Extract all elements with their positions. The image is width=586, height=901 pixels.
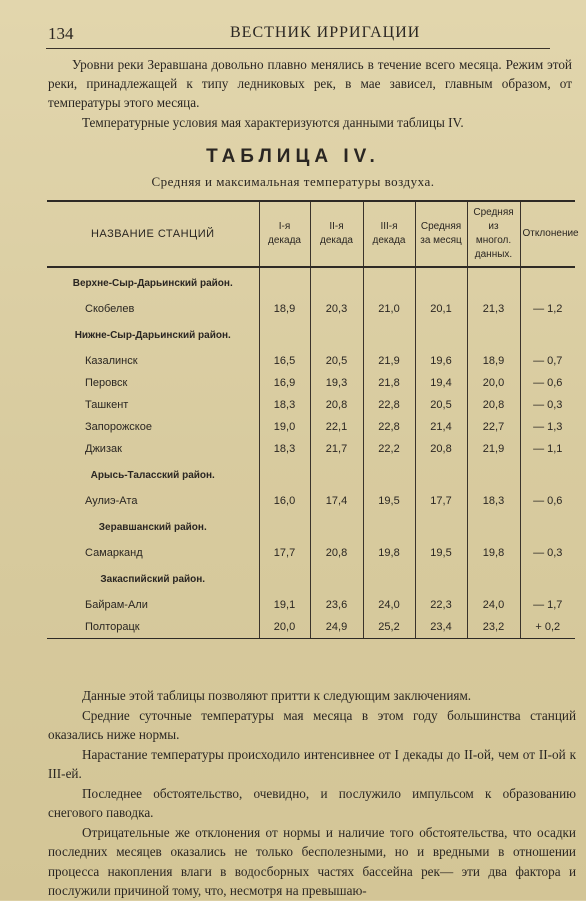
value-cell: 18,9: [467, 350, 520, 372]
empty-cell: [259, 320, 310, 350]
station-name: Аулиэ-Ата: [85, 495, 138, 507]
station-name: Запорожское: [85, 421, 152, 433]
empty-cell: [520, 320, 575, 350]
empty-cell: [467, 320, 520, 350]
station-name: Самарканд: [85, 547, 143, 559]
value-cell: 20,1: [415, 298, 467, 320]
conclusions-section: [48, 686, 576, 901]
value-cell: 20,8: [415, 438, 467, 460]
table-row: [47, 394, 575, 416]
value-cell: 24,0: [467, 594, 520, 616]
value-cell: — 1,3: [520, 416, 575, 438]
value-cell: 18,9: [259, 298, 310, 320]
column-header-station: НАЗВАНИЕ СТАНЦИЙ: [47, 201, 259, 267]
conclusion-paragraph: Отрицательные же отклонения от нормы и наличие того обстоятельства, что осадки последних месяцев оказались не только бесполезными, но и вредными в отношении процесса накопления влаги в водосборных частях бассейна рек— эти два фактора и послужили причиной тому, что, несмотря на превышаю-: [48, 824, 576, 898]
table-row: [47, 416, 575, 438]
empty-cell: [415, 320, 467, 350]
value-cell: 20,5: [415, 394, 467, 416]
value-cell: 22,8: [363, 416, 415, 438]
value-cell: 22,2: [363, 438, 415, 460]
page-number: 134: [48, 24, 74, 43]
conclusion-paragraph: Нарастание температуры происходило интенсивнее от I декады до II-ой, чем от II-ой к III-ей.: [48, 746, 576, 781]
empty-cell: [310, 320, 363, 350]
value-cell: 19,1: [259, 594, 310, 616]
value-cell: 22,8: [363, 394, 415, 416]
empty-cell: [415, 564, 467, 594]
value-cell: 17,4: [310, 490, 363, 512]
table-body: [47, 267, 575, 639]
empty-cell: [520, 512, 575, 542]
empty-cell: [363, 512, 415, 542]
column-header-6: Отклонение: [520, 201, 575, 267]
value-cell: — 0,3: [520, 394, 575, 416]
value-cell: 21,0: [363, 298, 415, 320]
value-cell: 20,3: [310, 298, 363, 320]
value-cell: 19,6: [415, 350, 467, 372]
value-cell: 16,9: [259, 372, 310, 394]
value-cell: 21,7: [310, 438, 363, 460]
table-subtitle: Средняя и максимальная температуры воздуха.: [151, 174, 435, 189]
value-cell: 17,7: [415, 490, 467, 512]
value-cell: 20,8: [467, 394, 520, 416]
table-row: [47, 372, 575, 394]
value-cell: 19,3: [310, 372, 363, 394]
value-cell: 22,1: [310, 416, 363, 438]
region-label: Арысь-Таласский район.: [90, 469, 215, 481]
value-cell: 19,5: [415, 542, 467, 564]
station-name: Ташкент: [85, 399, 129, 411]
journal-title: ВЕСТНИК ИРРИГАЦИИ: [230, 24, 421, 41]
empty-cell: [259, 564, 310, 594]
value-cell: + 0,2: [520, 616, 575, 639]
station-name: Байрам-Али: [85, 599, 148, 611]
region-row: [47, 460, 575, 490]
region-row: [47, 512, 575, 542]
value-cell: 22,3: [415, 594, 467, 616]
value-cell: — 0,6: [520, 490, 575, 512]
empty-cell: [310, 267, 363, 298]
empty-cell: [467, 460, 520, 490]
value-cell: 23,6: [310, 594, 363, 616]
empty-cell: [467, 512, 520, 542]
column-header-3: III-я декада: [363, 201, 415, 267]
station-name: Казалинск: [85, 355, 138, 367]
table-row: [47, 438, 575, 460]
empty-cell: [363, 320, 415, 350]
table-row: [47, 298, 575, 320]
table-row: [47, 490, 575, 512]
column-header-5: Средняя из многол. данных.: [467, 201, 520, 267]
empty-cell: [363, 564, 415, 594]
station-name: Джизак: [85, 443, 122, 455]
value-cell: — 1,7: [520, 594, 575, 616]
region-row: [47, 267, 575, 298]
value-cell: 24,9: [310, 616, 363, 639]
value-cell: 17,7: [259, 542, 310, 564]
empty-cell: [467, 267, 520, 298]
value-cell: 18,3: [259, 394, 310, 416]
region-label: Нижне-Сыр-Дарьинский район.: [74, 329, 231, 341]
header-rule: [46, 48, 550, 49]
value-cell: 21,9: [363, 350, 415, 372]
value-cell: — 1,1: [520, 438, 575, 460]
value-cell: 25,2: [363, 616, 415, 639]
empty-cell: [310, 460, 363, 490]
value-cell: 21,9: [467, 438, 520, 460]
empty-cell: [415, 512, 467, 542]
intro-paragraph-2: Температурные условия мая характеризуются данными таблицы IV.: [82, 115, 464, 130]
conclusion-paragraph: Последнее обстоятельство, очевидно, и послужило импульсом к образованию снегового паводка.: [48, 785, 576, 820]
value-cell: 19,4: [415, 372, 467, 394]
value-cell: 21,8: [363, 372, 415, 394]
empty-cell: [415, 460, 467, 490]
empty-cell: [259, 267, 310, 298]
value-cell: 23,2: [467, 616, 520, 639]
empty-cell: [259, 512, 310, 542]
table-title: ТАБЛИЦА IV.: [206, 146, 380, 167]
value-cell: 20,0: [259, 616, 310, 639]
table-row: [47, 350, 575, 372]
station-name: Перовск: [85, 377, 128, 389]
empty-cell: [259, 460, 310, 490]
empty-cell: [520, 267, 575, 298]
station-name: Полторацк: [47, 616, 259, 639]
region-label: Зеравшанский район.: [98, 521, 207, 533]
table-header-row: [47, 201, 575, 267]
column-header-1: I-я декада: [259, 201, 310, 267]
column-header-4: Средняя за месяц: [415, 201, 467, 267]
value-cell: 16,5: [259, 350, 310, 372]
value-cell: 19,5: [363, 490, 415, 512]
region-row: [47, 320, 575, 350]
empty-cell: [520, 460, 575, 490]
empty-cell: [467, 564, 520, 594]
value-cell: 21,4: [415, 416, 467, 438]
region-label: Закаспийский район.: [100, 573, 206, 585]
station-name: Скобелев: [85, 303, 135, 315]
empty-cell: [363, 460, 415, 490]
region-row: [47, 564, 575, 594]
empty-cell: [520, 564, 575, 594]
value-cell: 23,4: [415, 616, 467, 639]
value-cell: 16,0: [259, 490, 310, 512]
empty-cell: [310, 512, 363, 542]
table-row: [47, 594, 575, 616]
value-cell: 20,0: [467, 372, 520, 394]
value-cell: 18,3: [467, 490, 520, 512]
table-row: [47, 616, 575, 639]
value-cell: 22,7: [467, 416, 520, 438]
temperature-table: [47, 200, 579, 639]
value-cell: 24,0: [363, 594, 415, 616]
intro-paragraph-1: Уровни реки Зеравшана довольно плавно менялись в течение всего месяца. Режим этой реки, принадлежащей к типу ледниковых рек, в мае зависел, главным образом, от температуры этого месяца.: [48, 57, 572, 110]
value-cell: — 0,7: [520, 350, 575, 372]
empty-cell: [363, 267, 415, 298]
value-cell: 20,8: [310, 542, 363, 564]
value-cell: 21,3: [467, 298, 520, 320]
value-cell: 19,0: [259, 416, 310, 438]
value-cell: — 1,2: [520, 298, 575, 320]
column-header-2: II-я декада: [310, 201, 363, 267]
value-cell: 20,8: [310, 394, 363, 416]
value-cell: 18,3: [259, 438, 310, 460]
value-cell: — 0,3: [520, 542, 575, 564]
value-cell: 19,8: [363, 542, 415, 564]
value-cell: 19,8: [467, 542, 520, 564]
conclusion-paragraph: Средние суточные температуры мая месяца в этом году большинства станций оказались ниже нормы.: [48, 707, 576, 742]
empty-cell: [415, 267, 467, 298]
conclusion-paragraph: Данные этой таблицы позволяют притти к следующим заключениям.: [82, 688, 472, 703]
empty-cell: [310, 564, 363, 594]
region-label: Верхне-Сыр-Дарьинский район.: [72, 277, 233, 289]
value-cell: — 0,6: [520, 372, 575, 394]
value-cell: 20,5: [310, 350, 363, 372]
page-header: [48, 24, 540, 46]
table-row: [47, 542, 575, 564]
